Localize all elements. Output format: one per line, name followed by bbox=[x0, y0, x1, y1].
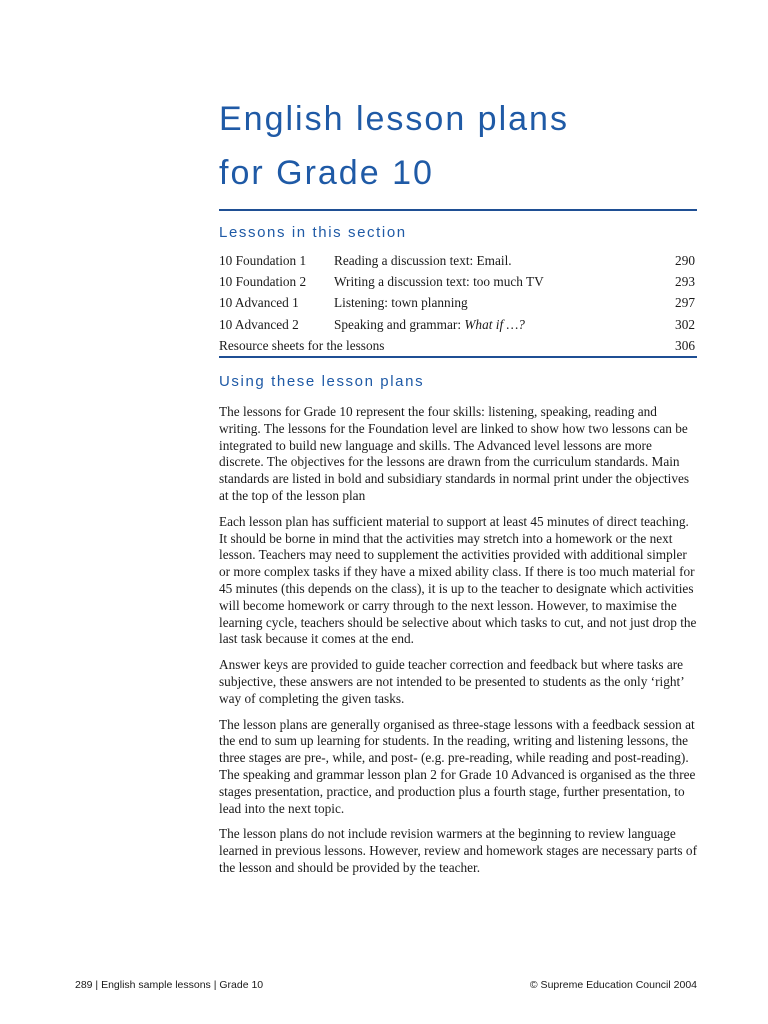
body-paragraph: The lesson plans are generally organised as three-stage lessons with a feedback session at the end to sum up learning for students. In the reading, writing and listening lessons, the three stages are pre-, while, and post- (e.g. pre-reading, while reading and post-reading). The speaking and grammar lesson plan 2 for Grade 10 Advanced is organised as the three stages presentation, practice, and production plus a fourth stage, further presentation, to lead into the next topic. bbox=[219, 716, 696, 816]
toc-lesson-code: 10 Foundation 1 bbox=[219, 253, 307, 268]
using-section-heading: Using these lesson plans bbox=[219, 373, 425, 390]
toc-row bbox=[219, 292, 697, 313]
page-title bbox=[219, 92, 699, 200]
top-divider bbox=[219, 209, 697, 211]
toc-row bbox=[219, 250, 697, 271]
body-paragraph: Each lesson plan has sufficient material to support at least 45 minutes of direct teaching. It should be borne in mind that the activities may stretch into a homework or the next lesson. Teachers may need to supplement the activities provided with additional simpler or more complex tasks if they have a mixed ability class. If there is too much material for 45 minutes (this depends on the class), it is up to the teacher to designate which activities will become homework or carry through to the next lesson. However, to maximise the learning cycle, teachers should be selective about which tasks to cut, and not just drop the last task because it comes at the end. bbox=[219, 513, 697, 647]
toc-lesson-title bbox=[334, 250, 512, 271]
toc-row bbox=[219, 314, 697, 335]
toc-lesson-title-italic: What if …? bbox=[464, 316, 525, 332]
toc-page-number: 302 bbox=[675, 316, 695, 332]
toc-lesson-title bbox=[334, 292, 468, 313]
toc-lesson-title-text: Writing a discussion text: too much TV bbox=[334, 274, 544, 290]
toc-lesson-code: 10 Foundation 2 bbox=[219, 274, 307, 290]
toc-row-resources bbox=[219, 335, 697, 356]
page-title-line-1: English lesson plans bbox=[219, 100, 569, 138]
toc-page-number: 297 bbox=[675, 295, 695, 311]
toc-page-number: 293 bbox=[675, 274, 695, 290]
toc-lesson-code: 10 Advanced 1 bbox=[219, 295, 299, 311]
toc-resource-title: Resource sheets for the lessons bbox=[219, 337, 385, 353]
toc-lesson-title bbox=[334, 271, 544, 292]
page-title-line-2: for Grade 10 bbox=[219, 154, 434, 192]
footer-page-info: 289 | English sample lessons | Grade 10 bbox=[75, 979, 264, 991]
toc-lesson-title-text: Listening: town planning bbox=[334, 295, 468, 311]
toc-page-number: 290 bbox=[675, 253, 695, 268]
body-text bbox=[219, 404, 697, 886]
toc-row bbox=[219, 271, 697, 292]
lessons-table-of-contents bbox=[219, 250, 697, 356]
lessons-section-heading: Lessons in this section bbox=[219, 224, 407, 241]
toc-lesson-title bbox=[334, 314, 525, 335]
body-paragraph: The lessons for Grade 10 represent the four skills: listening, speaking, reading and writing. The lessons for the Foundation level are linked to show how two lessons can be integrated to build new language and skills. The Advanced level lessons are more discrete. The objectives for the lessons are drawn from the curriculum standards. Main standards are listed in bold and subsidiary standards in normal print under the objectives at the top of the lesson plan bbox=[219, 404, 690, 503]
toc-lesson-title-text: Reading a discussion text: Email. bbox=[334, 253, 512, 268]
footer-copyright: © Supreme Education Council 2004 bbox=[529, 979, 697, 991]
toc-lesson-code: 10 Advanced 2 bbox=[219, 316, 299, 332]
toc-page-number: 306 bbox=[675, 337, 695, 353]
body-paragraph: Answer keys are provided to guide teacher correction and feedback but where tasks are subjective, these answers are not intended to be presented to students as the only ‘right’ way of completing the given tasks. bbox=[219, 657, 684, 706]
toc-bottom-divider bbox=[219, 356, 697, 358]
toc-lesson-title-text: Speaking and grammar: bbox=[334, 316, 465, 332]
body-paragraph: The lesson plans do not include revision warmers at the beginning to review language learned in previous lessons. However, review and homework stages are necessary parts of the lesson and should be provided by the teacher. bbox=[219, 826, 697, 875]
